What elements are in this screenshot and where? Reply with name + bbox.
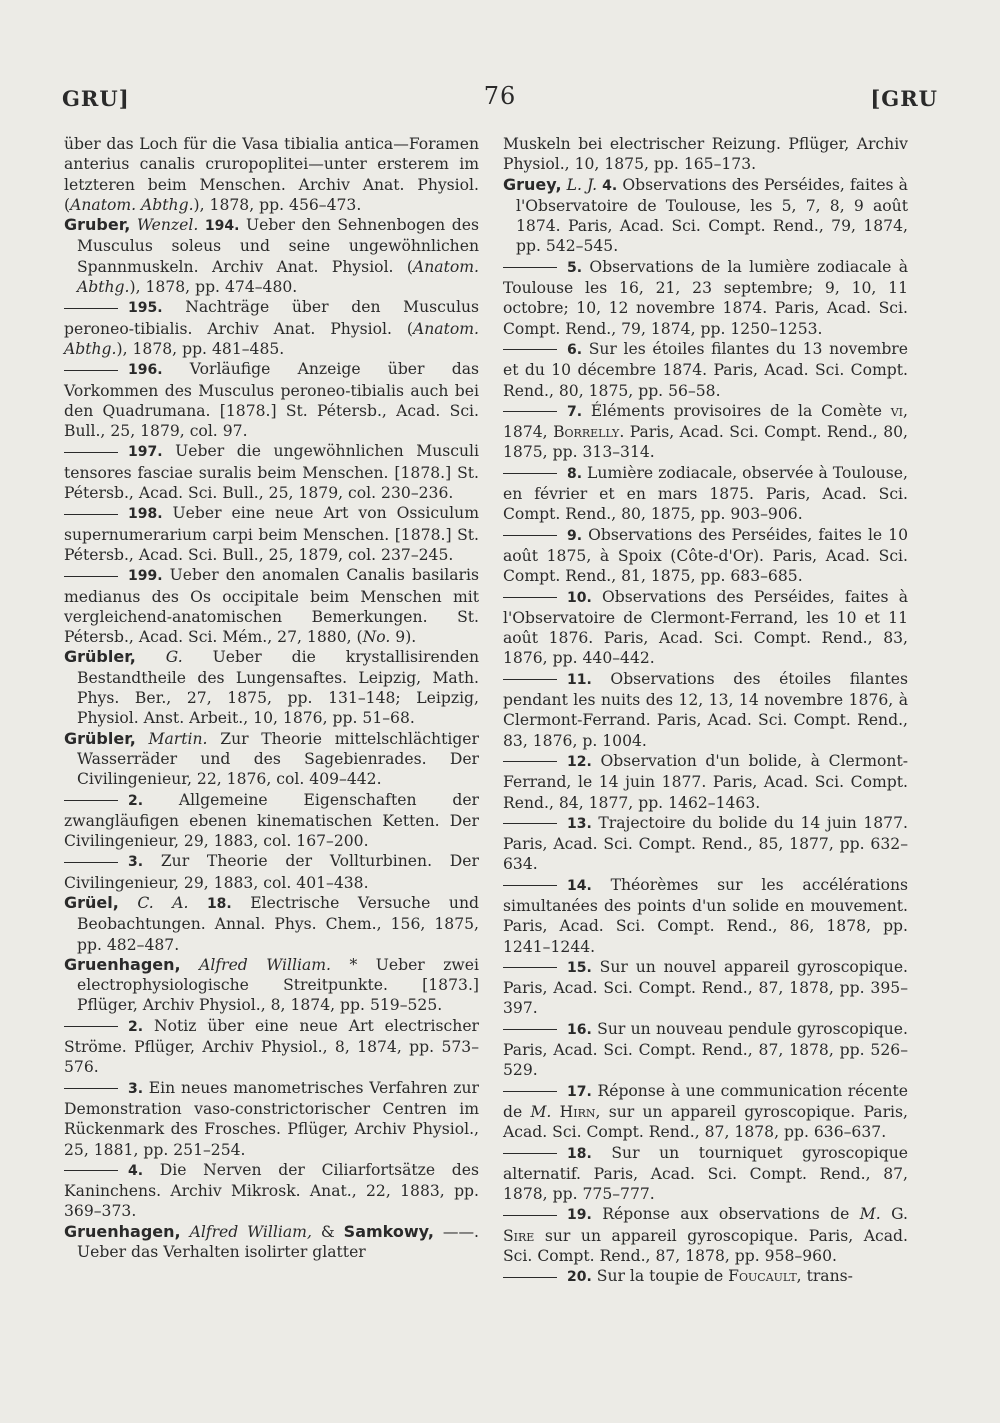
ditto-dash	[64, 1088, 118, 1089]
ditto-dash	[503, 411, 557, 412]
continued-entry: 5. Observations de la lumière zodiacale à Toulouse les 16, 21, 23 septembre; 9, 10, 11 octobre; 10, 12 novembre 1874. Paris, Acad. Sci. Compt. Rend., 79, 1874, pp. 1250–1253.	[503, 257, 908, 338]
continued-entry: 12. Observation d'un bolide, à Clermont-Ferrand, le 14 juin 1877. Paris, Acad. Sci. Compt. Rend., 84, 1877, pp. 1462–1463.	[503, 751, 908, 812]
author-entry: Gruenhagen, Alfred William. * Ueber zwei electrophysiologische Streitpunkte. [1873.] Pflüger, Archiv Physiol., 8, 1874, pp. 519–525.	[64, 954, 479, 1015]
continued-entry: 15. Sur un nouvel appareil gyroscopique. Paris, Acad. Sci. Compt. Rend., 87, 1878, pp. 395–397.	[503, 957, 908, 1018]
ditto-dash	[503, 1277, 557, 1278]
continued-entry: 9. Observations des Perséides, faites le 10 août 1875, à Spoix (Côte-d'Or). Paris, Acad. Sci. Compt. Rend., 81, 1875, pp. 683–685.	[503, 525, 908, 586]
left-column	[64, 134, 479, 1262]
continued-entry: 20. Sur la toupie de Foucault, trans-	[503, 1266, 908, 1287]
author-entry: Gruber, Wenzel. 194. Ueber den Sehnenbogen des Musculus soleus und seine ungewöhnlichen Spannmuskeln. Archiv Anat. Physiol. (Anatom. Abthg.), 1878, pp. 474–480.	[64, 215, 479, 297]
ditto-dash	[64, 370, 118, 371]
continued-entry: 10. Observations des Perséides, faites à l'Observatoire de Clermont-Ferrand, les 10 et 11 août 1876. Paris, Acad. Sci. Compt. Rend., 83, 1876, pp. 440–442.	[503, 587, 908, 668]
continued-entry: 18. Sur un tourniquet gyroscopique alternatif. Paris, Acad. Sci. Compt. Rend., 87, 1878, pp. 775–777.	[503, 1143, 908, 1204]
ditto-dash	[64, 452, 118, 453]
continued-entry: 17. Réponse à une communication récente de M. Hirn, sur un appareil gyroscopique. Paris, Acad. Sci. Compt. Rend., 87, 1878, pp. 636–637.	[503, 1081, 908, 1142]
continued-entry: 3. Ein neues manometrisches Verfahren zur Demonstration vaso-constrictorischer Centren im Rückenmark des Frosches. Pflüger, Archiv Physiol., 25, 1881, pp. 251–254.	[64, 1078, 479, 1159]
ditto-dash	[503, 679, 557, 680]
ditto-dash	[64, 1026, 118, 1027]
ditto-dash	[503, 267, 557, 268]
right-column	[503, 134, 908, 1288]
continued-entry: 2. Notiz über eine neue Art electrischer Ströme. Pflüger, Archiv Physiol., 8, 1874, pp. 573–576.	[64, 1016, 479, 1077]
continued-entry: 2. Allgemeine Eigenschaften der zwangläufigen ebenen kinematischen Ketten. Der Civilingenieur, 29, 1883, col. 167–200.	[64, 790, 479, 851]
continued-entry: 195. Nachträge über den Musculus peroneo-tibialis. Archiv Anat. Physiol. (Anatom. Abthg.), 1878, pp. 481–485.	[64, 298, 479, 358]
ditto-dash	[64, 1170, 118, 1171]
continued-entry: 197. Ueber die ungewöhnlichen Musculi tensores fasciae suralis beim Menschen. [1878.] St. Pétersb., Acad. Sci. Bull., 25, 1879, col. 230–236.	[64, 442, 479, 503]
continued-entry: 6. Sur les étoiles filantes du 13 novembre et du 10 décembre 1874. Paris, Acad. Sci. Compt. Rend., 80, 1875, pp. 56–58.	[503, 339, 908, 400]
ditto-dash	[503, 349, 557, 350]
ditto-dash	[503, 1091, 557, 1092]
ditto-dash	[503, 823, 557, 824]
ditto-dash	[503, 597, 557, 598]
continued-entry: 19. Réponse aux observations de M. G. Sire sur un appareil gyroscopique. Paris, Acad. Sci. Compt. Rend., 87, 1878, pp. 958–960.	[503, 1205, 908, 1266]
author-entry: Gruey, L. J. 4. Observations des Perséides, faites à l'Observatoire de Toulouse, les 5, 7, 8, 9 août 1874. Paris, Acad. Sci. Compt. Rend., 79, 1874, pp. 542–545.	[503, 174, 908, 256]
continued-entry: 4. Die Nerven der Ciliarfortsätze des Kaninchens. Archiv Mikrosk. Anat., 22, 1883, pp. 369–373.	[64, 1160, 479, 1221]
running-head-right: [GRU	[870, 86, 938, 111]
ditto-dash	[503, 761, 557, 762]
ditto-dash	[64, 514, 118, 515]
continued-entry: 198. Ueber eine neue Art von Ossiculum supernumerarium carpi beim Menschen. [1878.] St. Pétersb., Acad. Sci. Bull., 25, 1879, col. 237–245.	[64, 504, 479, 564]
author-entry: Gruenhagen, Alfred William, & Samkowy, ——. Ueber das Verhalten isolirter glatter	[64, 1221, 479, 1262]
continuation-text: Muskeln bei electrischer Reizung. Pflüger, Archiv Physiol., 10, 1875, pp. 165–173.	[503, 135, 908, 174]
running-head-left: GRU]	[62, 86, 130, 111]
ditto-dash	[64, 800, 118, 801]
continued-entry: 14. Théorèmes sur les accélérations simultanées des points d'un solide en mouvement. Paris, Acad. Sci. Compt. Rend., 86, 1878, pp. 1241–1244.	[503, 875, 908, 956]
continuation-text: über das Loch für die Vasa tibialia antica—Foramen anterius canalis cruropoplitei—unter ersterem im letzteren beim Menschen. Archiv Anat. Physiol. (Anatom. Abthg.), 1878, pp. 456–473.	[64, 135, 479, 214]
continued-entry: 196. Vorläufige Anzeige über das Vorkommen des Musculus peroneo-tibialis auch bei den Quadrumana. [1878.] St. Pétersb., Acad. Sci. Bull., 25, 1879, col. 97.	[64, 360, 479, 441]
ditto-dash	[503, 1153, 557, 1154]
page-number: 76	[483, 82, 517, 110]
ditto-dash	[64, 862, 118, 863]
ditto-dash	[503, 535, 557, 536]
ditto-dash	[64, 576, 118, 577]
ditto-dash	[503, 473, 557, 474]
author-entry: Grüel, C. A. 18. Electrische Versuche und Beobachtungen. Annal. Phys. Chem., 156, 1875, pp. 482–487.	[64, 892, 479, 954]
ditto-dash	[503, 1215, 557, 1216]
continued-entry: 199. Ueber den anomalen Canalis basilaris medianus des Os occipitale beim Menschen mit vergleichend-anatomischen Bemerkungen. St. Pétersb., Acad. Sci. Mém., 27, 1880, (No. 9).	[64, 566, 479, 647]
ditto-dash	[503, 885, 557, 886]
author-entry: Grübler, Martin. Zur Theorie mittelschlächtiger Wasserräder und des Sagebienrades. Der Civilingenieur, 22, 1876, col. 409–442.	[64, 728, 479, 789]
ditto-dash	[503, 1029, 557, 1030]
continued-entry: 7. Éléments provisoires de la Comète vi, 1874, Borrelly. Paris, Acad. Sci. Compt. Rend., 80, 1875, pp. 313–314.	[503, 401, 908, 462]
continued-entry: 13. Trajectoire du bolide du 14 juin 1877. Paris, Acad. Sci. Compt. Rend., 85, 1877, pp. 632–634.	[503, 813, 908, 874]
continued-entry: 11. Observations des étoiles filantes pendant les nuits des 12, 13, 14 novembre 1876, à Clermont-Ferrand. Paris, Acad. Sci. Compt. Rend., 83, 1876, p. 1004.	[503, 669, 908, 750]
author-entry: Grübler, G. Ueber die krystallisirenden Bestandtheile des Lungensaftes. Leipzig, Math. Phys. Ber., 27, 1875, pp. 131–148; Leipzig, Physiol. Anst. Arbeit., 10, 1876, pp. 51–68.	[64, 647, 479, 728]
ditto-dash	[503, 967, 557, 968]
continued-entry: 16. Sur un nouveau pendule gyroscopique. Paris, Acad. Sci. Compt. Rend., 87, 1878, pp. 526–529.	[503, 1019, 908, 1080]
continued-entry: 3. Zur Theorie der Vollturbinen. Der Civilingenieur, 29, 1883, col. 401–438.	[64, 852, 479, 892]
continued-entry: 8. Lumière zodiacale, observée à Toulouse, en février et en mars 1875. Paris, Acad. Sci. Compt. Rend., 80, 1875, pp. 903–906.	[503, 463, 908, 524]
ditto-dash	[64, 308, 118, 309]
